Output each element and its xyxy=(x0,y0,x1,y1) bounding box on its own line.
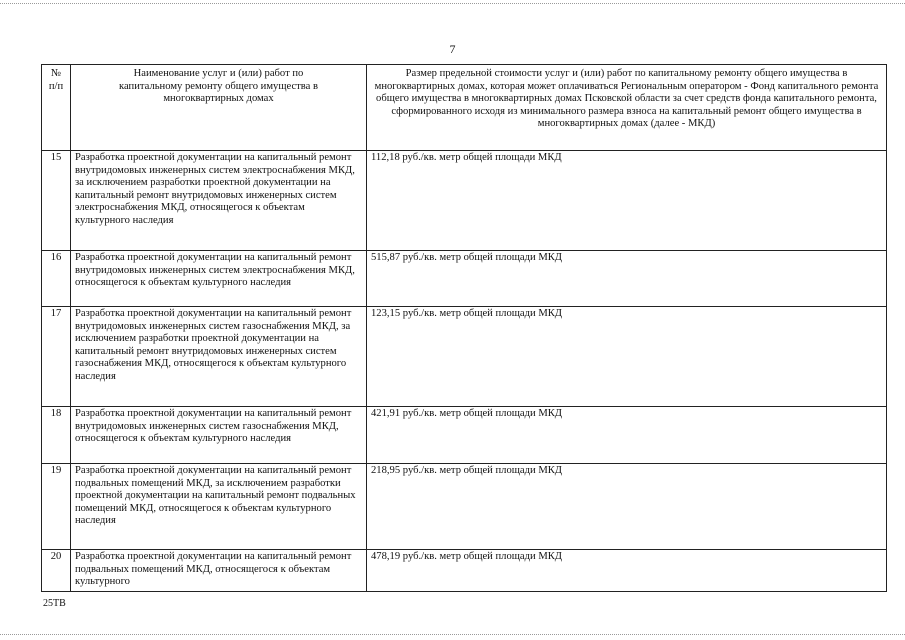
table-row xyxy=(42,550,887,592)
scan-edge-bottom xyxy=(0,634,905,635)
row-num: 20 xyxy=(42,550,71,592)
table-row xyxy=(42,251,887,307)
row-cost: 218,95 руб./кв. метр общей площади МКД xyxy=(367,464,887,550)
page-number: 7 xyxy=(449,42,456,56)
row-cost: 123,15 руб./кв. метр общей площади МКД xyxy=(367,307,887,407)
row-num: 15 xyxy=(42,151,71,251)
header-num: № п/п xyxy=(42,65,71,151)
row-cost: 478,19 руб./кв. метр общей площади МКД xyxy=(367,550,887,592)
row-name: Разработка проектной документации на капитальный ремонт внутридомовых инженерных систем электроснабжения МКД, относящегося к объектам культурного наследия xyxy=(71,251,367,307)
header-cost: Размер предельной стоимости услуг и (или) работ по капитальному ремонту общего имущества в многоквартирных домах, которая может оплачиваться Региональным оператором - Фонд капитального ремонта общего имущества в многоквартирных домах Псковской области за счет средств фонда капитального ремонта, сформированного исходя из минимального размера взноса на капитальный ремонт общего имущества в многоквартирных домах (далее - МКД) xyxy=(367,65,887,151)
table-row xyxy=(42,407,887,464)
row-cost: 112,18 руб./кв. метр общей площади МКД xyxy=(367,151,887,251)
row-num: 19 xyxy=(42,464,71,550)
row-name: Разработка проектной документации на капитальный ремонт внутридомовых инженерных систем газоснабжения МКД, относящегося к объектам культурного наследия xyxy=(71,407,367,464)
table-row xyxy=(42,151,887,251)
row-cost: 515,87 руб./кв. метр общей площади МКД xyxy=(367,251,887,307)
row-num: 16 xyxy=(42,251,71,307)
row-num: 17 xyxy=(42,307,71,407)
row-name: Разработка проектной документации на капитальный ремонт внутридомовых инженерных систем газоснабжения МКД, за исключением разработки проектной документации на капитальный ремонт внутридомовых инженерных систем газоснабжения МКД, относящегося к объектам культурного наследия xyxy=(71,307,367,407)
table-header-row xyxy=(42,65,887,151)
table-row xyxy=(42,307,887,407)
footer-code: 25ТВ xyxy=(43,598,66,609)
cost-table xyxy=(41,64,887,592)
header-name: Наименование услуг и (или) работ по капитальному ремонту общего имущества в многоквартирных домах xyxy=(71,65,367,151)
row-num: 18 xyxy=(42,407,71,464)
table-row xyxy=(42,464,887,550)
row-name: Разработка проектной документации на капитальный ремонт внутридомовых инженерных систем электроснабжения МКД, за исключением разработки проектной документации на капитальный ремонт внутридомовых инженерных систем электроснабжения МКД, относящегося к объектам культурного наследия xyxy=(71,151,367,251)
row-name: Разработка проектной документации на капитальный ремонт подвальных помещений МКД, за исключением разработки проектной документации на капитальный ремонт подвальных помещений МКД, относящегося к объектам культурного наследия xyxy=(71,464,367,550)
row-cost: 421,91 руб./кв. метр общей площади МКД xyxy=(367,407,887,464)
scan-edge-top xyxy=(0,3,905,4)
row-name: Разработка проектной документации на капитальный ремонт подвальных помещений МКД, относящегося к объектам культурного xyxy=(71,550,367,592)
